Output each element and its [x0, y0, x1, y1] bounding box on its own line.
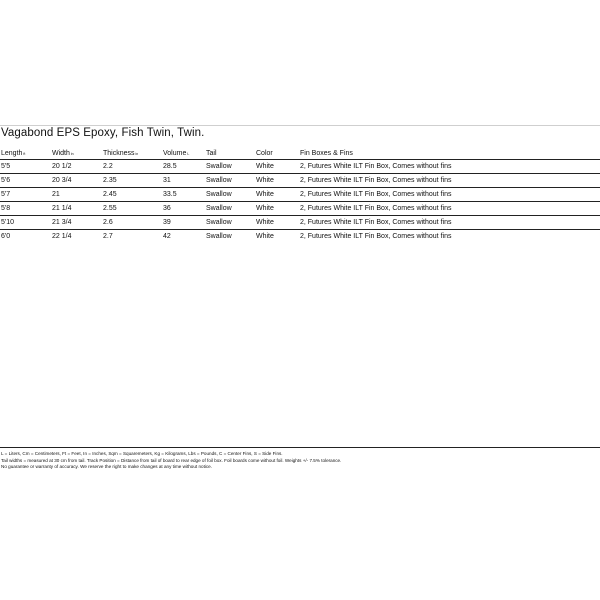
- header-color: Color: [256, 149, 273, 157]
- footnotes: [1, 451, 597, 471]
- cell-tail: Swallow: [206, 233, 232, 240]
- cell-tail: Swallow: [206, 163, 232, 170]
- header-volume: VolumeL: [163, 149, 190, 157]
- cell-volume: 39: [163, 219, 171, 226]
- cell-thickness: 2.55: [103, 205, 117, 212]
- cell-thickness: 2.2: [103, 163, 113, 170]
- cell-color: White: [256, 191, 274, 198]
- table-row: [0, 230, 600, 244]
- header-fin-boxes: Fin Boxes & Fins: [300, 149, 353, 157]
- footnote-disclaimer: No guarantee or warranty of accuracy. We reserve the right to make changes at any time without notice.: [1, 464, 212, 470]
- footnote-divider: [0, 447, 600, 448]
- cell-thickness: 2.7: [103, 233, 113, 240]
- cell-tail: Swallow: [206, 205, 232, 212]
- cell-tail: Swallow: [206, 177, 232, 184]
- table-row: [0, 174, 600, 188]
- cell-fin-boxes: 2, Futures White ILT Fin Box, Comes without fins: [300, 233, 452, 240]
- cell-fin-boxes: 2, Futures White ILT Fin Box, Comes without fins: [300, 219, 452, 226]
- table-row: [0, 202, 600, 216]
- header-width-unit: in: [70, 151, 74, 156]
- cell-length: 5'7: [1, 191, 11, 198]
- header-thickness-unit: in: [135, 151, 139, 156]
- header-length: Lengthft: [1, 149, 26, 157]
- header-volume-unit: L: [187, 151, 190, 156]
- table-row: [0, 188, 600, 202]
- cell-width: 21 1/4: [52, 205, 72, 212]
- cell-thickness: 2.45: [103, 191, 117, 198]
- cell-tail: Swallow: [206, 191, 232, 198]
- header-thickness: Thicknessin: [103, 149, 139, 157]
- table-row: [0, 216, 600, 230]
- cell-thickness: 2.6: [103, 219, 113, 226]
- cell-fin-boxes: 2, Futures White ILT Fin Box, Comes without fins: [300, 177, 452, 184]
- cell-tail: Swallow: [206, 219, 232, 226]
- cell-width: 21 3/4: [52, 219, 72, 226]
- cell-length: 5'5: [1, 163, 11, 170]
- cell-volume: 28.5: [163, 163, 177, 170]
- top-divider: [0, 125, 600, 126]
- table-row: [0, 160, 600, 174]
- cell-length: 5'10: [1, 219, 15, 226]
- footnote-abbreviations: L = Liters, Cm = Centimeters, Ft = Feet, In = Inches, Sqm = Squaremeters, Kg = Kilograms, Lbs = Pounds, C = Center Fins, S = Side Fins.: [1, 451, 283, 456]
- cell-length: 5'6: [1, 177, 11, 184]
- table-header-row: [0, 147, 600, 160]
- product-title: Vagabond EPS Epoxy, Fish Twin, Twin.: [1, 127, 205, 139]
- cell-color: White: [256, 163, 274, 170]
- cell-volume: 31: [163, 177, 171, 184]
- cell-color: White: [256, 233, 274, 240]
- cell-width: 20 1/2: [52, 163, 72, 170]
- cell-width: 22 1/4: [52, 233, 72, 240]
- cell-length: 6'0: [1, 233, 11, 240]
- cell-fin-boxes: 2, Futures White ILT Fin Box, Comes without fins: [300, 191, 452, 198]
- cell-width: 21: [52, 191, 60, 198]
- cell-color: White: [256, 177, 274, 184]
- cell-color: White: [256, 205, 274, 212]
- cell-width: 20 3/4: [52, 177, 72, 184]
- cell-volume: 42: [163, 233, 171, 240]
- header-length-unit: ft: [23, 151, 26, 156]
- cell-fin-boxes: 2, Futures White ILT Fin Box, Comes without fins: [300, 205, 452, 212]
- spec-table: [0, 147, 600, 243]
- cell-volume: 33.5: [163, 191, 177, 198]
- cell-color: White: [256, 219, 274, 226]
- footnote-measurements: Tail widths = measured at 30 cm from tail. Track Position = Distance from tail of board to rear edge of foil box. Foil boards come without foil. Weights +/- 7.5% tolerance.: [1, 457, 342, 463]
- cell-length: 5'8: [1, 205, 11, 212]
- cell-volume: 36: [163, 205, 171, 212]
- cell-thickness: 2.35: [103, 177, 117, 184]
- header-tail: Tail: [206, 149, 217, 157]
- header-width: Widthin: [52, 149, 74, 157]
- cell-fin-boxes: 2, Futures White ILT Fin Box, Comes without fins: [300, 163, 452, 170]
